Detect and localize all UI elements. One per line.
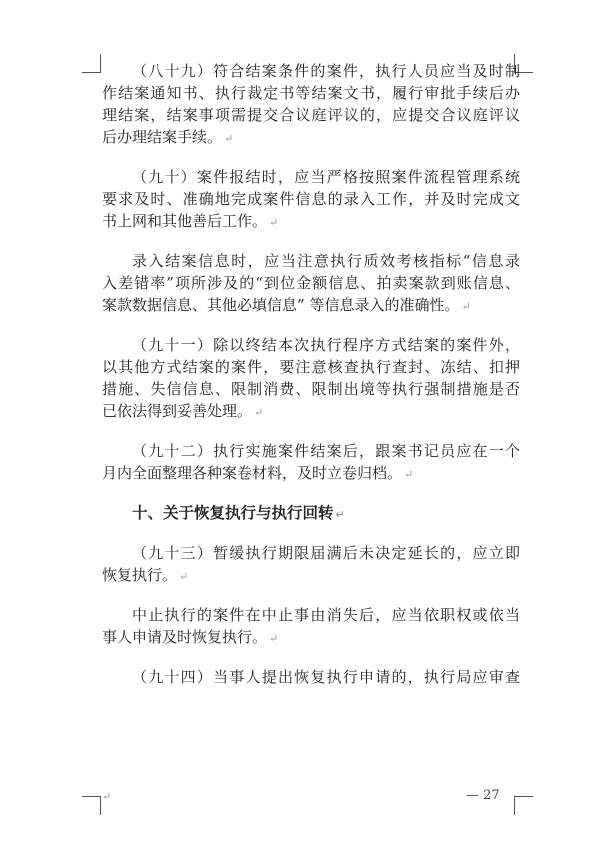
line-text: 事人申请及时恢复执行。 xyxy=(102,628,268,646)
line-text: 恢复执行。 xyxy=(102,566,178,584)
line-text: 书上网和其他善后工作。 xyxy=(102,212,268,230)
line-text: 后办理结案手续。 xyxy=(102,128,223,146)
document-body xyxy=(102,60,520,688)
paragraph-return-mark: ↵ xyxy=(404,468,414,481)
paragraph xyxy=(102,250,520,316)
line-text: 月内全面整理各种案卷材料，及时立卷归档。 xyxy=(102,464,403,482)
text-line xyxy=(102,356,520,378)
line-text: 中止执行的案件在中止事由消失后，应当依职权或依当 xyxy=(132,606,520,624)
paragraph xyxy=(102,334,520,422)
text-line xyxy=(102,542,520,564)
text-line xyxy=(102,400,520,422)
text-line xyxy=(102,294,520,316)
text-line xyxy=(102,82,520,104)
text-line xyxy=(102,250,520,272)
line-text: （九十三）暂缓执行期限届满后未决定延长的，应立即 xyxy=(132,544,520,562)
line-text: 理结案，结案事项需提交合议庭评议的，应提交合议庭评议 xyxy=(102,106,520,124)
paragraph xyxy=(102,666,520,688)
paragraph-return-mark: ↵ xyxy=(254,406,264,419)
text-line xyxy=(102,334,520,356)
text-line xyxy=(102,104,520,126)
text-line xyxy=(102,166,520,188)
text-line xyxy=(102,60,520,82)
paragraph xyxy=(102,542,520,586)
paragraph-spacing xyxy=(102,148,520,166)
crop-mark-bottom-left xyxy=(82,796,101,815)
text-line xyxy=(102,604,520,626)
text-line xyxy=(102,188,520,210)
line-text: （九十四）当事人提出恢复执行申请的，执行局应审查 xyxy=(132,668,520,686)
line-text: （九十二）执行实施案件结案后，跟案书记员应在一个 xyxy=(132,442,520,460)
paragraph-spacing xyxy=(102,484,520,502)
paragraph-spacing xyxy=(102,232,520,250)
line-text: 措施、失信信息、限制消费、限制出境等执行强制措施是否 xyxy=(102,380,520,398)
line-text: 录入结案信息时，应当注意执行质效考核指标“信息录 xyxy=(132,252,520,270)
line-text: （九十一）除以终结本次执行程序方式结案的案件外， xyxy=(132,336,520,354)
text-line xyxy=(102,440,520,462)
paragraph-spacing xyxy=(102,648,520,666)
paragraph-return-mark: ↵ xyxy=(179,570,189,583)
line-text: 入差错率”项所涉及的“到位金额信息、拍卖案款到账信息、 xyxy=(102,274,520,292)
text-line xyxy=(102,210,520,232)
text-line xyxy=(102,462,520,484)
line-text: 要求及时、准确地完成案件信息的录入工作，并及时完成文 xyxy=(102,190,520,208)
line-text: （九十）案件报结时，应当严格按照案件流程管理系统 xyxy=(132,168,520,186)
line-text: （八十九）符合结案条件的案件，执行人员应当及时制 xyxy=(132,62,520,80)
heading-text xyxy=(102,502,520,524)
paragraph-return-mark: ↵ xyxy=(335,508,345,521)
paragraph-spacing xyxy=(102,524,520,542)
paragraph-spacing xyxy=(102,422,520,440)
heading-label: 十、关于恢复执行与执行回转 xyxy=(132,504,334,522)
paragraph xyxy=(102,604,520,648)
text-line xyxy=(102,564,520,586)
text-line xyxy=(102,126,520,148)
paragraph xyxy=(102,60,520,148)
line-text: 作结案通知书、执行裁定书等结案文书，履行审批手续后办 xyxy=(102,84,520,102)
crop-mark-bottom-right xyxy=(514,796,533,815)
text-line xyxy=(102,272,520,294)
footer-return-mark: ↵ xyxy=(102,790,112,803)
section-heading xyxy=(102,502,520,524)
text-line xyxy=(102,666,520,688)
line-text: 案款数据信息、其他必填信息” 等信息录入的准确性。 xyxy=(102,296,460,314)
paragraph-return-mark: ↵ xyxy=(461,300,471,313)
paragraph-return-mark: ↵ xyxy=(269,632,279,645)
crop-mark-top-left xyxy=(82,54,101,73)
paragraph-spacing xyxy=(102,316,520,334)
text-line xyxy=(102,378,520,400)
page-number: — 27 xyxy=(466,788,500,803)
paragraph xyxy=(102,166,520,232)
text-line xyxy=(102,626,520,648)
paragraph xyxy=(102,440,520,484)
paragraph-return-mark: ↵ xyxy=(269,216,279,229)
paragraph-return-mark: ↵ xyxy=(224,132,234,145)
line-text: 已依法得到妥善处理。 xyxy=(102,402,253,420)
paragraph-spacing xyxy=(102,586,520,604)
line-text: 以其他方式结案的案件，要注意核查执行查封、冻结、扣押 xyxy=(102,358,520,376)
